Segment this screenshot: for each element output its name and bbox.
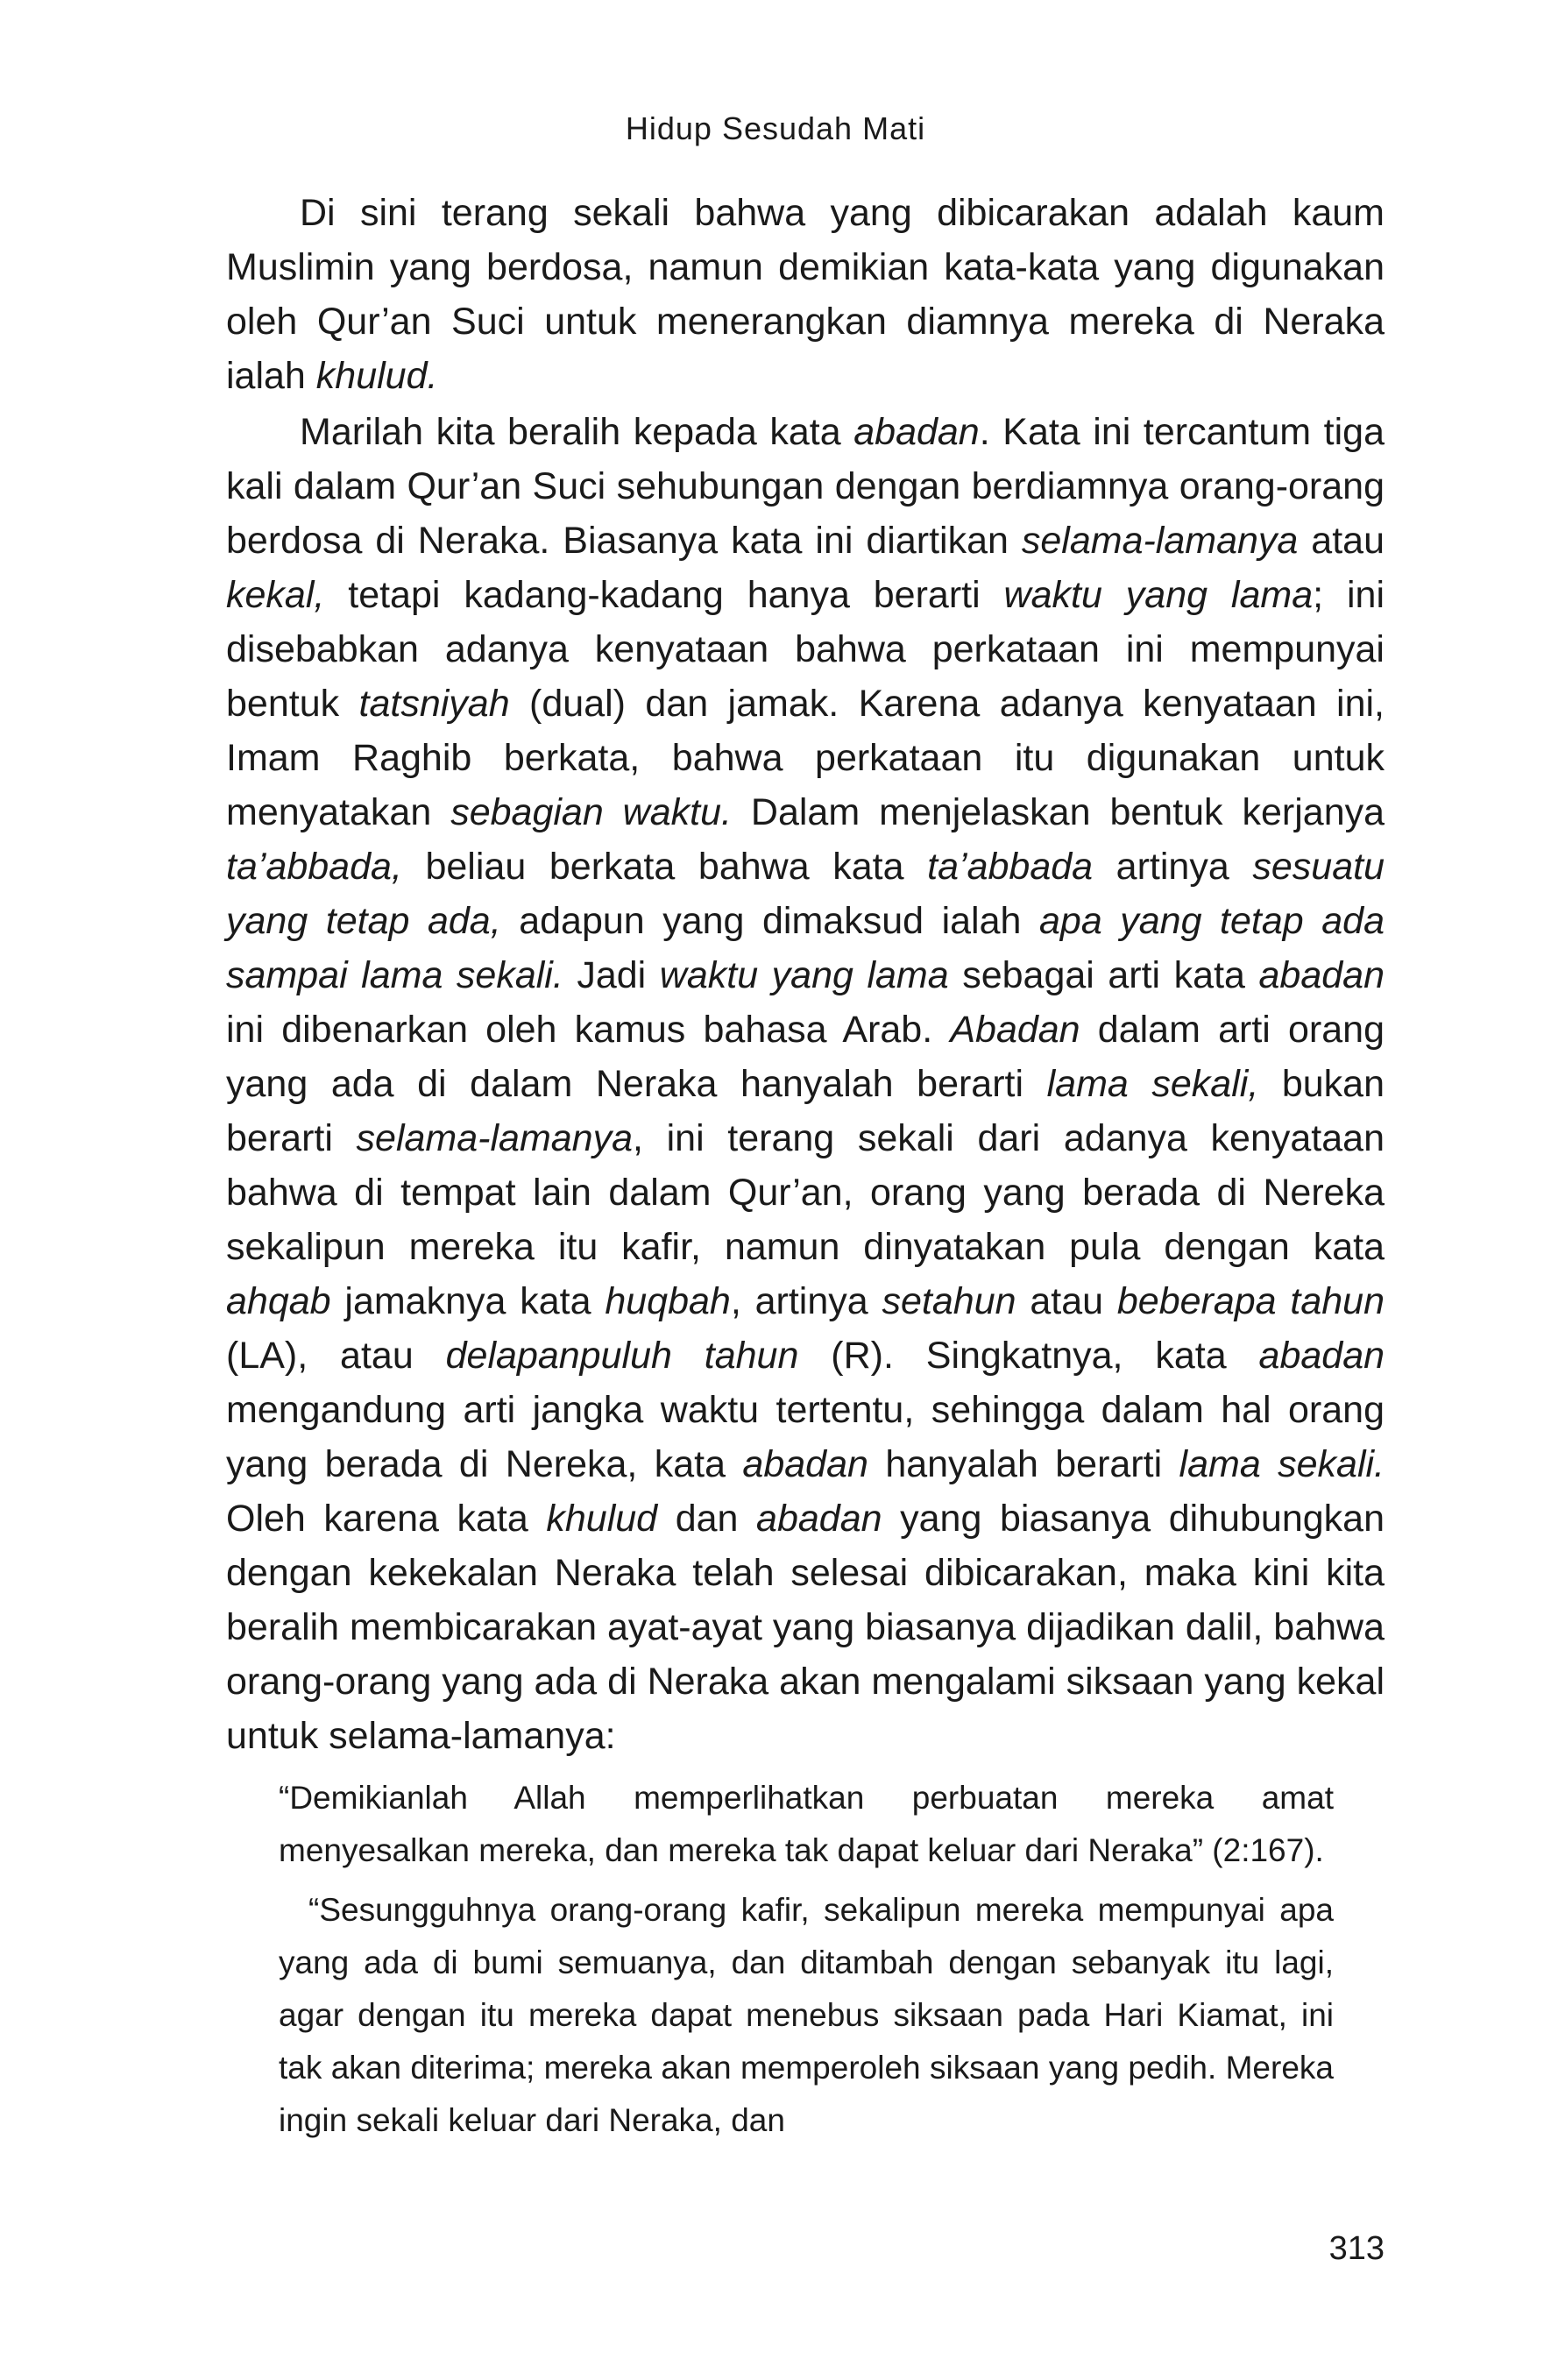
running-title: Hidup Sesudah Mati — [625, 110, 926, 146]
text-run: Dalam menjelaskan bentuk kerjanya — [731, 791, 1385, 833]
italic-term: ahqab — [226, 1280, 331, 1322]
italic-term: delapanpuluh tahun — [445, 1335, 799, 1377]
text-run: , ini terang sekali dari adanya kenyataan bahwa di tempat lain dalam Qur’an, orang yang berada di Nereka sekalipun mereka itu kafir, namun dinyatakan pula dengan kata — [226, 1117, 1385, 1268]
italic-term: tatsniyah — [358, 683, 510, 725]
text-run: (LA), atau — [226, 1335, 446, 1377]
italic-term: selama-lamanya — [1021, 520, 1299, 562]
italic-term: setahun — [882, 1280, 1016, 1322]
italic-term: waktu yang lama — [659, 954, 949, 996]
italic-term: khulud. — [315, 355, 438, 397]
italic-term: lama sekali. — [1179, 1443, 1385, 1485]
italic-term: sesuatu yang tetap ada, — [226, 846, 1385, 942]
italic-term: ta’abbada, — [226, 846, 402, 888]
text-run: sebagai arti kata — [948, 954, 1259, 996]
text-run: dalam arti orang yang ada di dalam Neraka hanyalah berarti — [226, 1009, 1385, 1105]
italic-term: abadan — [853, 411, 980, 453]
text-run: , artinya — [730, 1280, 882, 1322]
italic-term: Abadan — [950, 1009, 1080, 1051]
italic-term: abadan — [1258, 1335, 1385, 1377]
text-run: ini dibenarkan oleh kamus bahasa Arab. — [226, 1009, 951, 1051]
italic-term: lama sekali, — [1046, 1063, 1259, 1105]
text-run: (dual) dan jamak. Karena adanya kenyataan ini, Imam Raghib berkata, bahwa perkataan itu digunakan untuk menyatakan — [226, 683, 1385, 833]
body-text — [226, 186, 1385, 1763]
text-run: Oleh karena kata — [226, 1498, 547, 1540]
italic-term: abadan — [756, 1498, 882, 1540]
text-run: beliau berkata bahwa kata — [401, 846, 928, 888]
text-run: artinya — [1093, 846, 1253, 888]
italic-term: beberapa tahun — [1116, 1280, 1385, 1322]
text-run: . Kata ini tercantum tiga kali dalam Qur’an Suci sehubungan dengan berdiamnya orang-orang berdosa di Neraka. Biasanya kata ini diartikan — [226, 411, 1385, 562]
paragraph — [226, 405, 1385, 1763]
text-run: dan — [657, 1498, 757, 1540]
italic-term: khulud — [546, 1498, 658, 1540]
italic-term: selama-lamanya — [356, 1117, 634, 1159]
text-run: Marilah kita beralih kepada kata — [300, 411, 854, 453]
italic-term: abadan — [742, 1443, 868, 1485]
italic-term: ta’abbada — [927, 846, 1094, 888]
text-run: Di sini terang sekali bahwa yang dibicarakan adalah kaum Muslimin yang berdosa, namun demikian kata-kata yang digunakan oleh Qur’an Suci untuk menerangkan diamnya mereka di Neraka ialah — [226, 192, 1385, 397]
text-run: atau — [1016, 1280, 1117, 1322]
text-run: yang biasanya dihubungkan dengan kekekalan Neraka telah selesai dibicarakan, maka kini kita beralih membicarakan ayat-ayat yang biasanya dijadikan dalil, bahwa orang-orang yang ada di Neraka akan mengalami siksaan yang kekal untuk selama-lamanya: — [226, 1498, 1385, 1757]
text-run: adapun yang dimaksud ialah — [500, 900, 1039, 942]
quotation: “Sesungguhnya orang-orang kafir, sekalipun mereka mempunyai apa yang ada di bumi semuanya, dan ditambah dengan sebanyak itu lagi, agar dengan itu mereka dapat menebus siksaan pada Hari Kiamat, ini tak akan diterima; mereka akan memperoleh siksaan yang pedih. Mereka ingin sekali keluar dari Neraka, dan — [279, 1892, 1334, 2138]
text-run: (R). Singkatnya, kata — [798, 1335, 1259, 1377]
italic-term: kekal, — [226, 574, 325, 616]
page-number: 313 — [1328, 2230, 1385, 2267]
text-run: jamaknya kata — [330, 1280, 606, 1322]
italic-term: waktu yang lama — [1003, 574, 1314, 616]
italic-term: huqbah — [605, 1280, 731, 1322]
text-run: Jadi — [563, 954, 660, 996]
quotation-block — [279, 1772, 1334, 2147]
text-run: bukan berarti — [226, 1063, 1385, 1159]
text-run: mengandung arti jangka waktu tertentu, sehingga dalam hal orang yang berada di Nereka, kata — [226, 1389, 1385, 1485]
italic-term: abadan — [1258, 954, 1385, 996]
quotation: “Demikianlah Allah memperlihatkan perbuatan mereka amat menyesalkan mereka, dan mereka tak dapat keluar dari Neraka” (2:167). — [279, 1780, 1334, 1868]
text-run: ; ini disebabkan adanya kenyataan bahwa perkataan ini mempunyai bentuk — [226, 574, 1385, 725]
text-run: hanyalah berarti — [868, 1443, 1179, 1485]
italic-term: apa yang tetap ada sampai lama sekali. — [226, 900, 1385, 996]
text-run: tetapi kadang-kadang hanya berarti — [324, 574, 1004, 616]
paragraph — [226, 186, 1385, 403]
italic-term: sebagian waktu. — [450, 791, 732, 833]
text-run: atau — [1298, 520, 1385, 562]
